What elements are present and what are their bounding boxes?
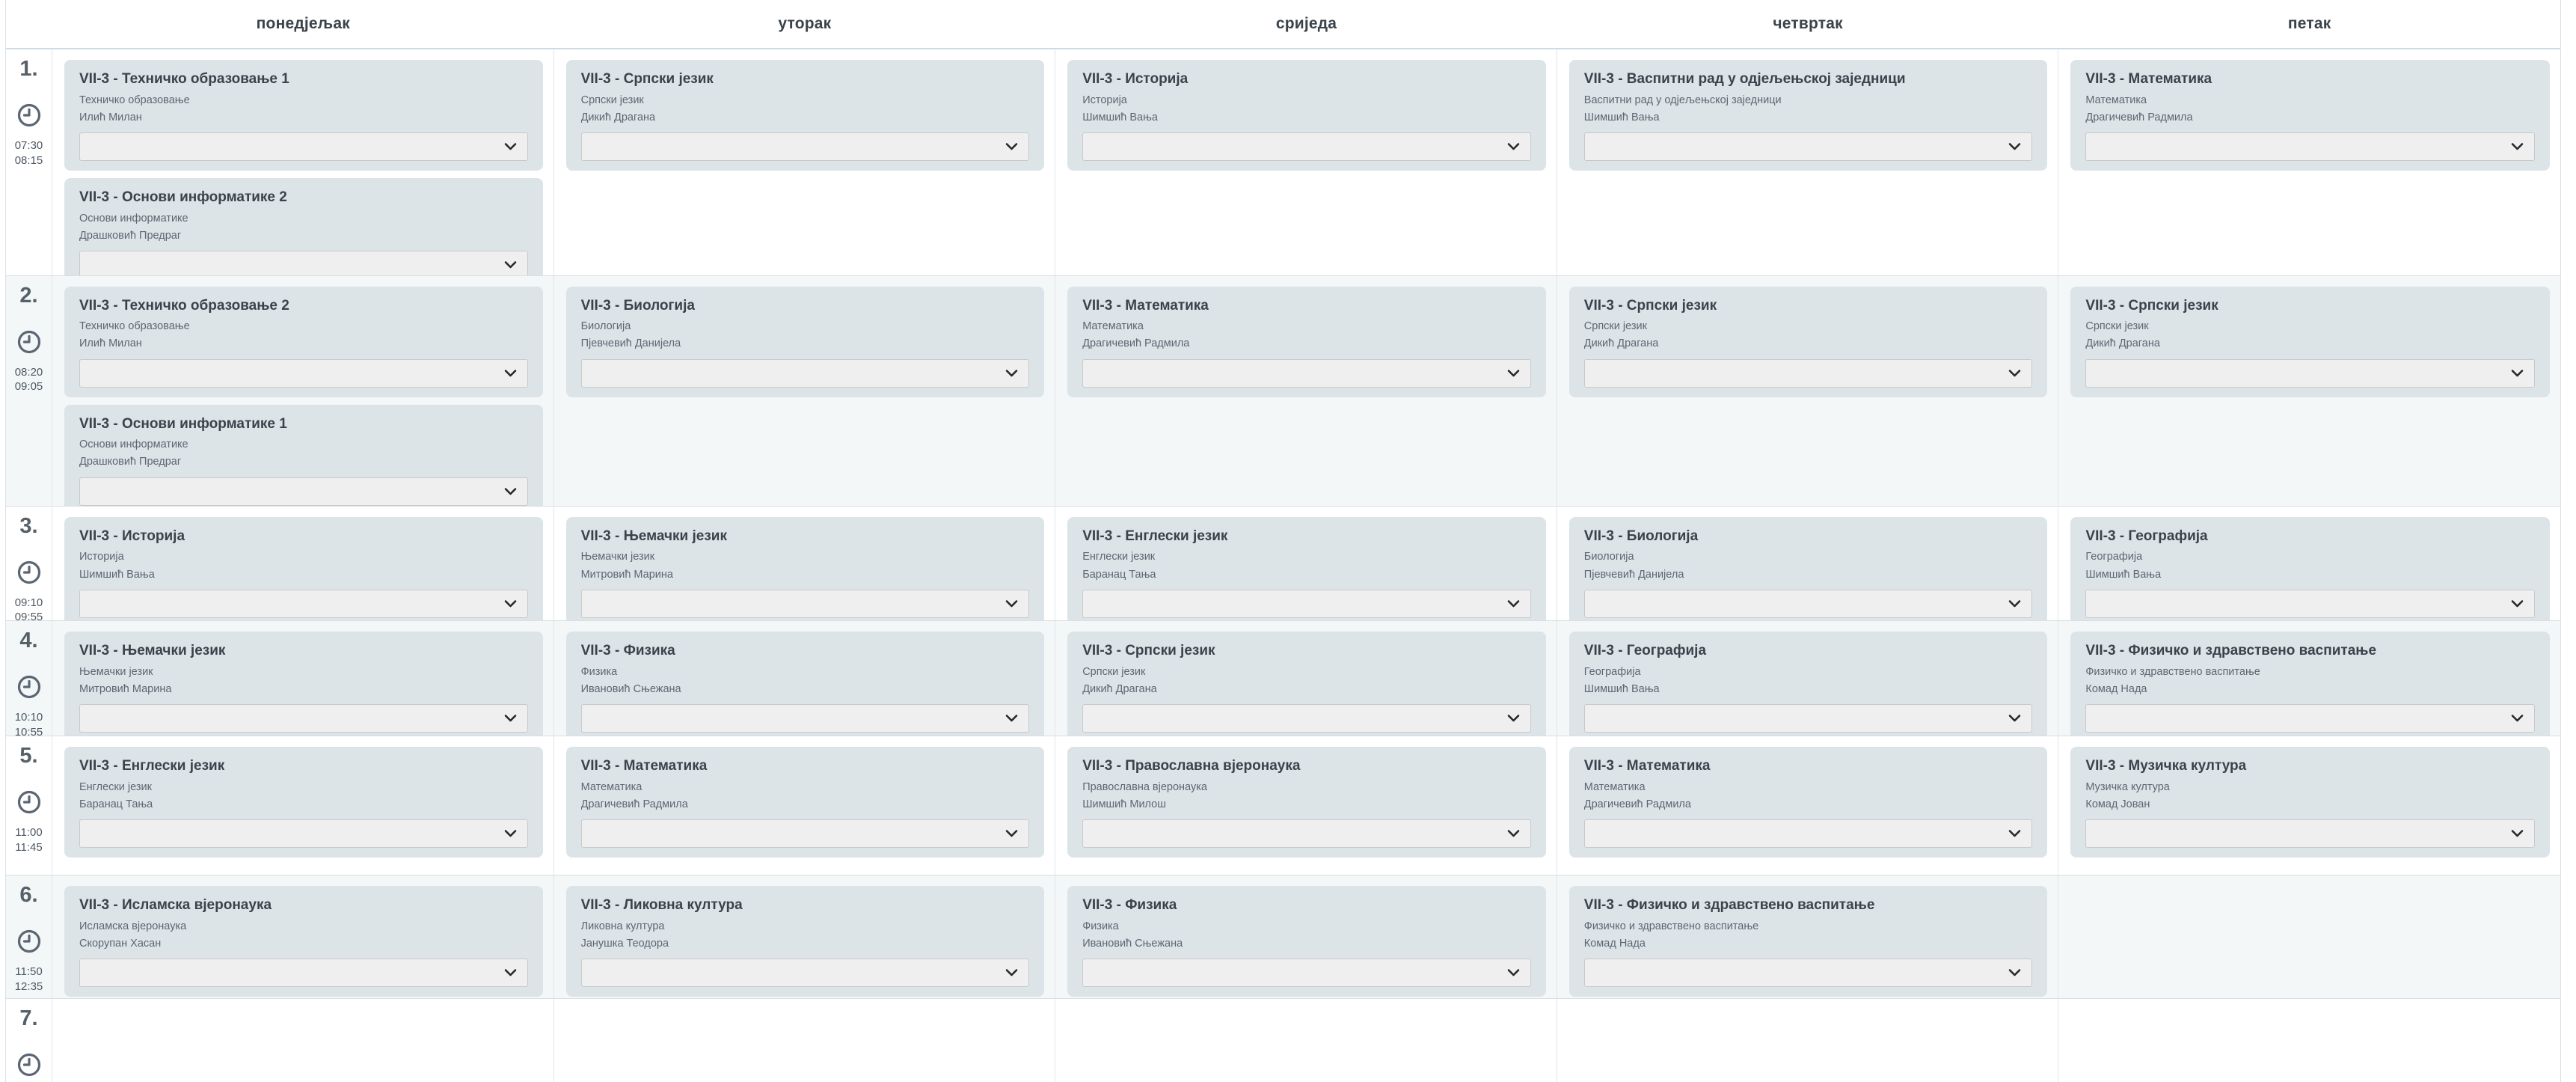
lesson-card [64,287,543,397]
lesson-title: VII-3 - Историја [79,528,185,544]
lesson-teacher: Баранац Тања [1082,568,1156,581]
lesson-dropdown[interactable] [79,704,528,733]
lesson-teacher: Комад Нада [1583,938,1646,950]
day-header-row [6,0,2560,49]
lesson-subject: Физичко и здравствено васпитање [2085,666,2260,679]
period-number: 4. [19,629,38,653]
period-gutter [6,621,52,736]
lesson-card [1067,886,1546,997]
day-cell-monday [52,621,554,736]
lesson-title: VII-3 - Српски језик [2085,297,2218,314]
lesson-teacher: Драшковић Предраг [79,229,182,242]
day-cell-thursday [1557,999,2059,1082]
lesson-subject: Физичко и здравствено васпитање [1583,920,1759,933]
lesson-teacher: Дикић Драгана [2085,337,2160,350]
lesson-dropdown-wrap [581,132,1030,161]
day-cell-tuesday [554,507,1056,622]
lesson-dropdown[interactable] [1082,590,1531,618]
lesson-card [566,886,1045,997]
lesson-title: VII-3 - Географија [2085,528,2208,544]
period-row [6,736,2560,875]
day-cell-friday [2058,736,2560,875]
clock-icon [16,929,42,954]
lesson-dropdown[interactable] [1082,819,1531,848]
header-gutter-spacer [6,0,52,48]
day-cell-wednesday [1055,621,1557,736]
lesson-card [1569,517,2048,622]
lesson-teacher: Пјевчевић Данијела [580,337,681,350]
day-cell-tuesday [554,276,1056,507]
time-start: 07:30 [14,139,43,152]
lesson-dropdown[interactable] [2085,704,2535,733]
lesson-dropdown[interactable] [1082,704,1531,733]
lesson-teacher: Шимшић Вања [1583,683,1660,696]
lesson-teacher: Дикић Драгана [1583,337,1659,350]
lesson-card [1569,886,2048,997]
lesson-dropdown-wrap [1082,819,1531,848]
lesson-dropdown[interactable] [2085,819,2535,848]
lesson-teacher: Пјевчевић Данијела [1583,568,1684,581]
period-gutter [6,49,52,276]
lesson-dropdown[interactable] [581,359,1030,388]
day-cell-thursday [1557,49,2059,276]
lesson-dropdown[interactable] [1082,359,1531,388]
lesson-teacher: Комад Нада [2085,683,2147,696]
lesson-teacher: Драгичевић Радмила [2085,111,2193,123]
time-end: 08:15 [14,153,43,167]
lesson-card [2070,60,2550,171]
lesson-dropdown[interactable] [1584,704,2033,733]
time-start: 09:10 [14,596,43,609]
day-cell-friday [2058,621,2560,736]
day-cell-monday [52,49,554,276]
lesson-card [64,632,543,736]
lesson-card [2070,747,2550,858]
period-row [6,507,2560,622]
day-cell-monday [52,507,554,622]
lesson-teacher: Драгичевић Радмила [1583,798,1691,810]
lesson-title: VII-3 - Њемачки језик [580,528,727,544]
lesson-subject: Ликовна култура [580,920,665,933]
lesson-dropdown[interactable] [2085,132,2535,161]
lesson-dropdown[interactable] [581,959,1030,987]
lesson-dropdown-wrap [581,704,1030,733]
lesson-title: VII-3 - Основи информатике 1 [79,415,287,432]
lesson-teacher: Драшковић Предраг [79,456,182,468]
lesson-subject: Основи информатике [79,438,188,451]
lesson-teacher: Ивановић Сњежана [580,683,681,696]
lesson-title: VII-3 - Православна вјеронаука [1082,758,1301,774]
day-cell-wednesday [1055,276,1557,507]
day-cell-thursday [1557,621,2059,736]
lesson-teacher: Ивановић Сњежана [1082,938,1183,950]
lesson-subject: Физика [580,666,618,679]
period-number: 3. [19,513,38,538]
lesson-teacher: Шимшић Вања [79,568,155,581]
lesson-title: VII-3 - Исламска вјеронаука [79,897,272,914]
time-start: 08:20 [14,365,43,379]
lesson-teacher: Дикић Драгана [580,111,656,123]
clock-icon [16,1052,42,1078]
lesson-teacher: Јанушка Теодора [580,938,669,950]
lesson-card [1067,60,1546,171]
lesson-title: VII-3 - Енглески језик [79,758,225,774]
lesson-teacher: Илић Милан [79,111,142,123]
lesson-subject: Географија [1583,666,1641,679]
period-gutter [6,736,52,875]
lesson-dropdown-wrap [1584,959,2033,987]
lesson-teacher: Митровић Марина [580,568,673,581]
lesson-dropdown[interactable] [2085,590,2535,618]
lesson-dropdown[interactable] [2085,359,2535,388]
day-cell-friday [2058,276,2560,507]
lesson-subject: Њемачки језик [79,666,153,679]
lesson-title: VII-3 - Математика [1082,297,1209,314]
lesson-title: VII-3 - Српски језик [1583,297,1717,314]
day-cell-thursday [1557,276,2059,507]
lesson-card [64,60,543,171]
lesson-subject: Музичка култура [2085,780,2170,793]
lesson-subject: Српски језик [1082,666,1146,679]
lesson-card [64,517,543,622]
lesson-subject: Православна вјеронаука [1082,780,1207,793]
lesson-dropdown-wrap [79,819,528,848]
lesson-title: VII-3 - Математика [1583,758,1711,774]
time-end: 10:55 [14,725,43,737]
day-cell-monday [52,999,554,1082]
day-header-wednesday: сриједа [1275,15,1337,32]
lesson-subject: Техничко образовање [79,94,190,106]
day-cell-tuesday [554,875,1056,999]
lesson-dropdown[interactable] [79,132,528,161]
lesson-dropdown-wrap [1082,359,1531,388]
lesson-teacher: Драгичевић Радмила [580,798,688,810]
day-cell-friday [2058,507,2560,622]
lesson-title: VII-3 - Географија [1583,643,1707,659]
lesson-dropdown[interactable] [581,819,1030,848]
day-cell-monday [52,736,554,875]
lesson-dropdown-wrap [79,251,528,276]
lesson-subject: Математика [580,780,643,793]
lesson-dropdown-wrap [79,959,528,987]
lesson-subject: Енглески језик [79,780,152,793]
lesson-dropdown[interactable] [581,132,1030,161]
lesson-title: VII-3 - Енглески језик [1082,528,1228,544]
period-row [6,875,2560,999]
day-cell-wednesday [1055,875,1557,999]
day-cell-thursday [1557,875,2059,999]
lesson-card [64,405,543,507]
clock-icon [16,674,42,700]
lesson-dropdown-wrap [2085,359,2535,388]
period-row [6,276,2560,507]
lesson-dropdown[interactable] [79,590,528,618]
lesson-title: VII-3 - Биологија [1583,528,1699,544]
day-header-friday: петак [2287,15,2331,32]
period-gutter [6,276,52,507]
lesson-dropdown-wrap [1082,590,1531,618]
lesson-dropdown-wrap [79,359,528,388]
day-cell-tuesday [554,736,1056,875]
lesson-dropdown-wrap [581,359,1030,388]
time-start: 11:00 [15,826,43,840]
period-number: 1. [19,57,38,81]
lesson-teacher: Шимшић Вања [1583,111,1660,123]
lesson-subject: Физика [1082,920,1119,933]
lesson-dropdown[interactable] [1584,819,2033,848]
period-row [6,621,2560,736]
lesson-title: VII-3 - Њемачки језик [79,643,226,659]
lesson-subject: Историја [1082,94,1127,106]
lesson-subject: Техничко образовање [79,320,190,333]
lesson-title: VII-3 - Физичко и здравствено васпитање [1583,897,1875,914]
lesson-title: VII-3 - Музичка култура [2085,758,2247,774]
lesson-dropdown-wrap [2085,819,2535,848]
lesson-dropdown[interactable] [79,477,528,506]
day-cell-wednesday [1055,49,1557,276]
lesson-dropdown-wrap [581,590,1030,618]
clock-icon [16,103,42,128]
lesson-dropdown-wrap [79,132,528,161]
day-header-monday: понедјељак [256,15,350,32]
lesson-subject: Српски језик [580,94,644,106]
lesson-card [2070,517,2550,622]
day-cell-monday [52,276,554,507]
lesson-title: VII-3 - Васпитни рад у одјељењској заједници [1583,71,1906,87]
lesson-dropdown[interactable] [79,819,528,848]
lesson-dropdown-wrap [1082,959,1531,987]
lesson-dropdown-wrap [2085,704,2535,733]
lesson-dropdown-wrap [79,590,528,618]
lesson-title: VII-3 - Ликовна култура [580,897,743,914]
lesson-teacher: Шимшић Вања [2085,568,2162,581]
day-cell-tuesday [554,621,1056,736]
day-cell-wednesday [1055,507,1557,622]
lesson-dropdown[interactable] [1584,132,2033,161]
period-number: 5. [19,744,38,768]
clock-icon [16,560,42,585]
lesson-subject: Исламска вјеронаука [79,920,187,933]
lesson-subject: Математика [1082,320,1144,333]
lesson-title: VII-3 - Биологија [580,297,695,314]
lesson-teacher: Шимшић Милош [1082,798,1166,810]
lesson-card [566,287,1045,397]
lesson-card [566,517,1045,622]
lesson-card [566,747,1045,858]
lesson-dropdown-wrap [1082,132,1531,161]
day-header-thursday: четвртак [1773,15,1843,32]
lesson-dropdown[interactable] [79,251,528,276]
day-cell-friday [2058,875,2560,999]
lesson-subject: Васпитни рад у одјељењској заједници [1583,94,1782,106]
lesson-title: VII-3 - Српски језик [580,71,714,87]
time-end: 09:55 [14,611,43,622]
day-cell-thursday [1557,736,2059,875]
lesson-dropdown-wrap [1584,132,2033,161]
lesson-card [1569,747,2048,858]
lesson-card [1067,517,1546,622]
time-start: 11:50 [15,965,43,979]
lesson-title: VII-3 - Историја [1082,71,1189,87]
lesson-dropdown[interactable] [1584,590,2033,618]
lesson-card [1067,632,1546,736]
lesson-title: VII-3 - Математика [2085,71,2212,87]
day-cell-wednesday [1055,999,1557,1082]
time-start: 10:10 [14,711,43,724]
lesson-dropdown-wrap [2085,590,2535,618]
period-row [6,999,2560,1082]
lesson-subject: Српски језик [1583,320,1647,333]
time-end: 12:35 [14,979,43,993]
period-number: 7. [19,1006,38,1031]
lesson-card [1067,747,1546,858]
lesson-teacher: Баранац Тања [79,798,153,810]
lesson-dropdown[interactable] [1082,132,1531,161]
lesson-subject: Српски језик [2085,320,2149,333]
lesson-subject: Математика [1583,780,1646,793]
lesson-card [566,632,1045,736]
day-cell-tuesday [554,999,1056,1082]
lesson-subject: Математика [2085,94,2147,106]
period-gutter [6,999,52,1082]
lesson-teacher: Илић Милан [79,337,142,350]
lesson-dropdown[interactable] [79,359,528,388]
timetable-table [5,0,2561,1082]
lesson-title: VII-3 - Математика [580,758,708,774]
lesson-dropdown-wrap [79,477,528,506]
day-cell-tuesday [554,49,1056,276]
lesson-teacher: Драгичевић Радмила [1082,337,1190,350]
lesson-subject: Географија [2085,551,2143,563]
lesson-dropdown-wrap [1584,704,2033,733]
lesson-dropdown[interactable] [1584,959,2033,987]
lesson-dropdown-wrap [79,704,528,733]
lesson-card [64,886,543,997]
lesson-card [64,178,543,276]
lesson-title: VII-3 - Физика [580,643,675,659]
period-number: 6. [19,883,38,908]
lesson-dropdown[interactable] [581,704,1030,733]
lesson-title: VII-3 - Техничко образовање 1 [79,71,289,87]
lesson-card [2070,287,2550,397]
lesson-dropdown-wrap [1584,819,2033,848]
lesson-dropdown[interactable] [1584,359,2033,388]
lesson-teacher: Комад Јован [2085,798,2150,810]
lesson-card [1067,287,1546,397]
lesson-dropdown[interactable] [1082,959,1531,987]
day-cell-monday [52,875,554,999]
lesson-dropdown-wrap [581,819,1030,848]
day-header-tuesday: уторак [778,15,832,32]
lesson-title: VII-3 - Основи информатике 2 [79,189,287,206]
lesson-dropdown[interactable] [581,590,1030,618]
period-number: 2. [19,283,38,308]
clock-icon [16,329,42,355]
lesson-title: VII-3 - Физичко и здравствено васпитање [2085,643,2377,659]
lesson-card [2070,632,2550,736]
lesson-dropdown-wrap [1584,359,2033,388]
clock-icon [16,789,42,815]
lesson-subject: Историја [79,551,124,563]
lesson-teacher: Шимшић Вања [1082,111,1158,123]
lesson-card [1569,60,2048,171]
lesson-subject: Основи информатике [79,212,188,224]
day-cell-friday [2058,999,2560,1082]
lesson-teacher: Дикић Драгана [1082,683,1157,696]
day-cell-wednesday [1055,736,1557,875]
lesson-subject: Енглески језик [1082,551,1156,563]
period-gutter [6,507,52,622]
period-row [6,49,2560,276]
lesson-dropdown-wrap [2085,132,2535,161]
lesson-subject: Њемачки језик [580,551,655,563]
time-end: 11:45 [15,840,43,854]
lesson-title: VII-3 - Физика [1082,897,1177,914]
lesson-subject: Биологија [580,320,631,333]
lesson-dropdown-wrap [1082,704,1531,733]
lesson-title: VII-3 - Техничко образовање 2 [79,297,289,314]
lesson-teacher: Митровић Марина [79,683,172,696]
lesson-card [1569,632,2048,736]
lesson-dropdown-wrap [581,959,1030,987]
period-gutter [6,875,52,999]
lesson-dropdown[interactable] [79,959,528,987]
lesson-card [566,60,1045,171]
day-cell-friday [2058,49,2560,276]
lesson-card [64,747,543,858]
time-end: 09:05 [14,380,43,394]
lesson-teacher: Скорупан Хасан [79,938,162,950]
lesson-title: VII-3 - Српски језик [1082,643,1215,659]
lesson-card [1569,287,2048,397]
lesson-subject: Биологија [1583,551,1634,563]
lesson-dropdown-wrap [1584,590,2033,618]
day-cell-thursday [1557,507,2059,622]
